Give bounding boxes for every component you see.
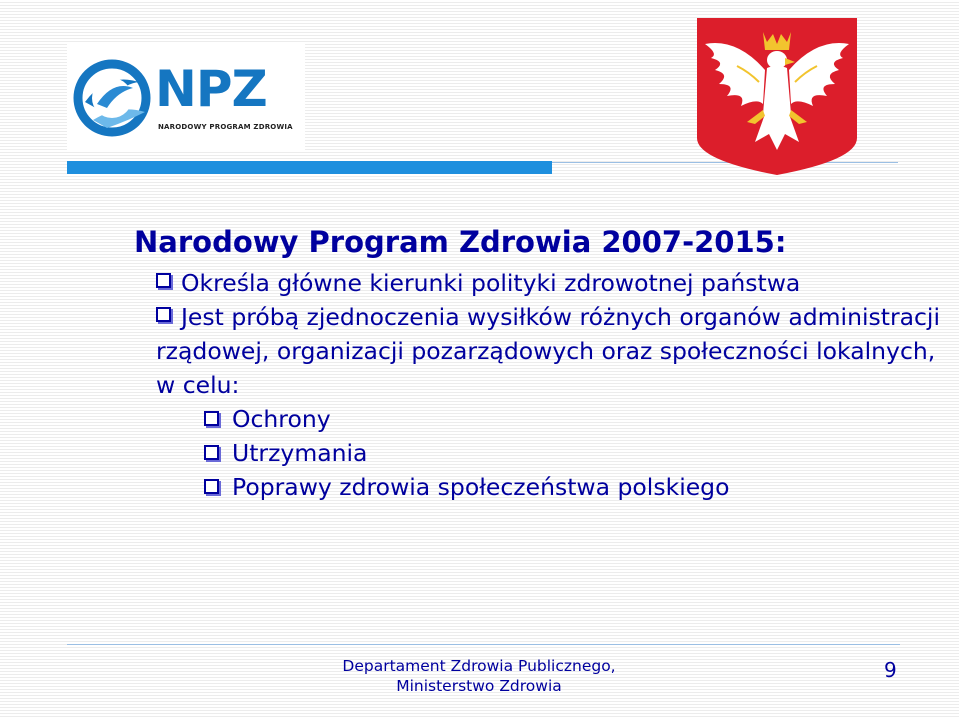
polish-eagle-emblem xyxy=(697,18,857,175)
header-accent-bar xyxy=(67,161,552,174)
checkbox-bullet-icon xyxy=(156,307,171,322)
footer xyxy=(334,656,624,696)
npz-logo xyxy=(67,42,305,150)
checkbox-bullet-icon xyxy=(204,411,219,426)
footer-ministry: Ministerstwo Zdrowia xyxy=(396,677,562,695)
sub-bullet-point xyxy=(156,470,946,504)
logo-acronym: NPZ xyxy=(155,60,267,118)
bullet-point xyxy=(156,300,946,402)
logo-subtitle: NARODOWY PROGRAM ZDROWIA xyxy=(158,123,293,131)
sub-bullet-text: Poprawy zdrowia społeczeństwa polskiego xyxy=(232,473,730,501)
page-number: 9 xyxy=(884,658,897,682)
npz-swirl-icon xyxy=(67,42,157,150)
bullet-text: Określa główne kierunki polityki zdrowotnej państwa xyxy=(181,269,801,297)
bullet-text: Jest próbą zjednoczenia wysiłków różnych organów administracji rządowej, organizacji pozarządowych oraz społeczności lokalnych, w celu: xyxy=(156,303,940,399)
slide-content xyxy=(156,266,946,504)
checkbox-bullet-icon xyxy=(204,479,219,494)
footer-department: Departament Zdrowia Publicznego, xyxy=(342,657,616,675)
slide-title: Narodowy Program Zdrowia 2007-2015: xyxy=(134,225,787,259)
eagle-icon xyxy=(697,18,857,175)
sub-bullet-text: Utrzymania xyxy=(232,439,368,467)
checkbox-bullet-icon xyxy=(204,445,219,460)
sub-bullet-text: Ochrony xyxy=(232,405,331,433)
sub-bullet-point xyxy=(156,436,946,470)
sub-bullet-point xyxy=(156,402,946,436)
checkbox-bullet-icon xyxy=(156,273,171,288)
footer-divider xyxy=(67,644,900,645)
bullet-point xyxy=(156,266,946,300)
